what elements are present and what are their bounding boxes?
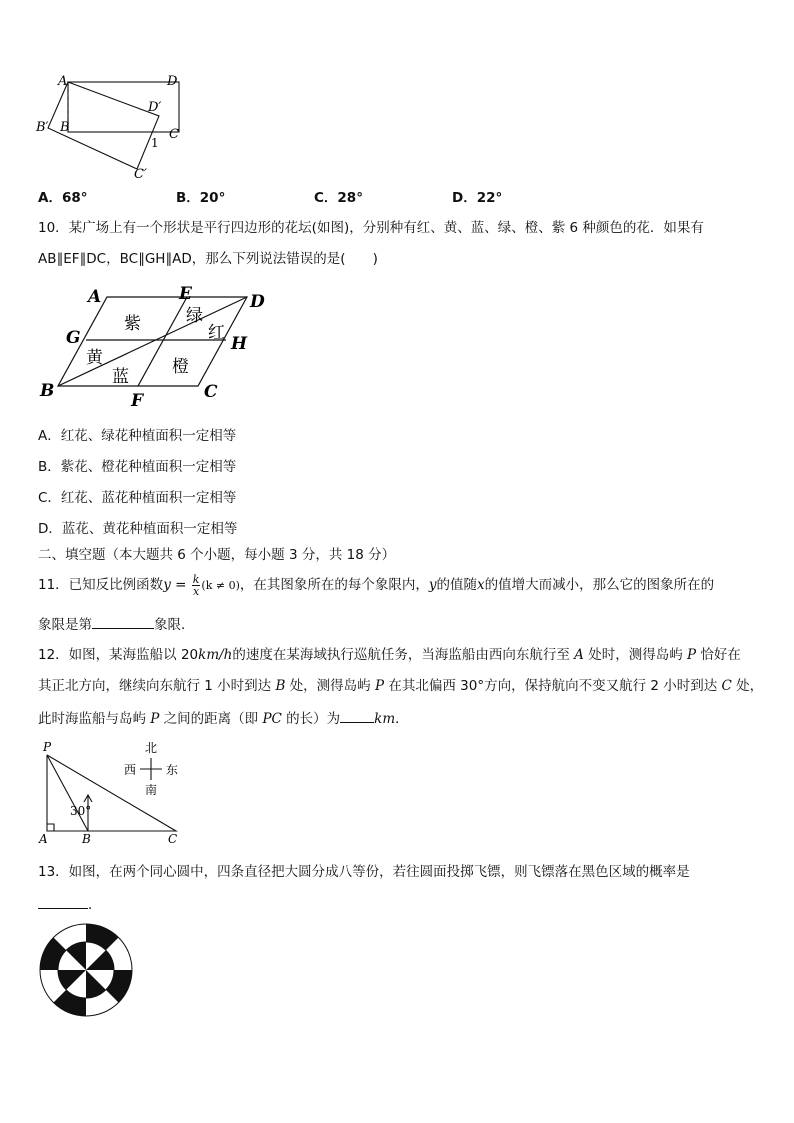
q12-unit: km: [374, 711, 396, 727]
q11-func-y: y: [163, 577, 171, 593]
label-h: H: [231, 334, 248, 354]
compass-south: 南: [145, 783, 158, 797]
q12-var: P: [146, 711, 164, 727]
q12-text: 处，测得岛屿: [289, 678, 371, 694]
q11-frac-num: k: [192, 572, 200, 586]
q10-stem-line2: AB∥EF∥DC，BC∥GH∥AD，那么下列说法错误的是( ): [38, 251, 378, 267]
label-d-prime: D′: [148, 100, 162, 115]
q11-end1: 的值增大而减小，那么它的图象所在的: [484, 577, 715, 593]
label-a: A: [39, 832, 48, 846]
label-angle-30: 30°: [70, 804, 92, 818]
q11-cond: (k ≠ 0): [201, 579, 240, 592]
label-d: D: [167, 74, 178, 89]
compass-east: 东: [166, 763, 179, 777]
q11-prefix: 11．已知反比例函数: [38, 577, 164, 593]
q11-answer-blank[interactable]: [92, 614, 154, 629]
q9-option-b: B．20°: [176, 190, 226, 206]
q12-line3: [38, 708, 409, 728]
q12-text: 12．如图，某海监船以 20: [38, 647, 199, 663]
label-a: A: [88, 287, 102, 307]
label-c-prime: C′: [134, 167, 147, 182]
label-g: G: [66, 328, 81, 348]
q12-var: PC: [258, 711, 287, 727]
q13-line1: 13．如图，在两个同心圆中，四条直径把大圆分成八等份，若往圆面投掷飞镖，则飞镖落在黑色区域的概率是: [38, 864, 690, 880]
region-blue: 蓝: [112, 367, 129, 387]
q9-option-a: A．68°: [38, 190, 88, 206]
label-p: P: [43, 740, 52, 754]
q12-text: 之间的距离（即: [163, 711, 259, 727]
q11-frac-den: x: [192, 584, 200, 598]
label-c: C: [204, 382, 218, 402]
q10-stem-line1: 10．某广场上有一个形状是平行四边形的花坛(如图)，分别种有红、黄、蓝、绿、橙、紫 6 种颜色的花．如果有: [38, 220, 704, 236]
q12-text: 此时海监船与岛屿: [38, 711, 146, 727]
region-purple: 紫: [124, 314, 141, 334]
rectangle-abcd: [68, 82, 179, 132]
q12-var: A: [569, 647, 589, 663]
q9-figure: [30, 70, 190, 185]
label-f: F: [131, 391, 144, 409]
q12-figure: [36, 736, 196, 848]
q11-middle: ，在其图象所在的每个象限内，: [239, 577, 429, 593]
region-green: 绿: [186, 306, 203, 326]
label-b: B: [60, 120, 70, 135]
q12-var: C: [717, 678, 737, 694]
q12-line1: [38, 646, 741, 664]
q12-var: P: [370, 678, 389, 694]
q13-end: ．: [88, 897, 102, 913]
q10-option-b: B．紫花、橙花种植面积一定相等: [38, 459, 237, 475]
q11-mid2: 的值随: [436, 577, 478, 593]
q10-option-d: D．蓝花、黄花种植面积一定相等: [38, 521, 238, 537]
section-heading: 二、填空题（本大题共 6 个小题，每小题 3 分，共 18 分）: [38, 547, 396, 563]
segment-pb: [47, 755, 88, 831]
compass-west: 西: [124, 763, 137, 777]
q13-target-figure: [38, 922, 134, 1018]
right-angle-mark: [47, 824, 54, 831]
label-a: A: [58, 74, 68, 89]
q12-text: 处，: [736, 678, 764, 694]
q12-text: 的速度在某海域执行巡航任务，当海监船由西向东航行至: [232, 647, 570, 663]
q12-line2: [38, 677, 763, 695]
q12-var: B: [271, 678, 290, 694]
q12-text: 在其北偏西 30°方向，保持航向不变又航行 2 小时到达: [388, 678, 718, 694]
label-angle-1: 1: [151, 136, 159, 150]
label-d: D: [250, 292, 265, 312]
q12-text: 处时，测得岛屿: [588, 647, 683, 663]
label-e: E: [179, 284, 192, 304]
q11-line2-post: 象限．: [154, 617, 195, 633]
q11-func-eq: =: [170, 577, 191, 593]
compass-north: 北: [145, 741, 158, 755]
q10-option-c: C．红花、蓝花种植面积一定相等: [38, 490, 237, 506]
label-b-prime: B′: [36, 120, 49, 135]
q11-line1: [38, 571, 714, 600]
q13-line2: [38, 894, 102, 914]
q9-option-d: D．22°: [452, 190, 503, 206]
q12-answer-blank[interactable]: [340, 708, 374, 723]
q11-var-y: y: [428, 577, 437, 593]
q13-answer-blank[interactable]: [38, 894, 88, 909]
q11-line2: [38, 614, 195, 634]
q12-var: P: [682, 647, 701, 663]
q12-text: 其正北方向，继续向东航行 1 小时到达: [38, 678, 272, 694]
region-orange: 橙: [172, 357, 189, 377]
label-c: C: [169, 127, 179, 142]
q11-fraction: [192, 574, 201, 597]
q10-option-a: A．红花、绿花种植面积一定相等: [38, 428, 237, 444]
q11-var-x: x: [477, 577, 485, 593]
q9-option-c: C．28°: [314, 190, 363, 206]
q12-text: ．: [395, 711, 409, 727]
q12-text: 的长）为: [286, 711, 341, 727]
label-b: B: [40, 381, 55, 401]
region-yellow: 黄: [86, 348, 103, 368]
label-c: C: [168, 832, 178, 846]
q12-unit: km/h: [198, 647, 233, 663]
q10-parallelogram-figure: [36, 283, 286, 409]
label-b: B: [82, 832, 91, 846]
region-red: 红: [208, 323, 225, 343]
q12-text: 恰好在: [700, 647, 741, 663]
q11-line2-pre: 象限是第: [38, 617, 92, 633]
